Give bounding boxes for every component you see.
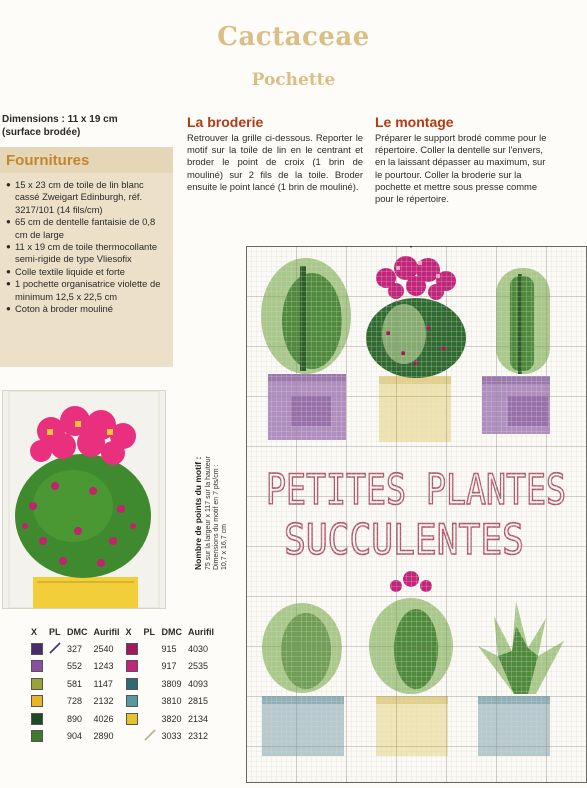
legend-header: X [31,627,38,637]
legend-symbol [28,640,46,658]
legend-pl [46,728,64,746]
table-row [28,658,217,676]
legend-pl [46,710,64,728]
legend-header: PL [49,627,61,637]
legend-dmc: 917 [161,661,177,672]
table-row [28,675,217,693]
legend-symbol [123,710,141,728]
backstitch-line-icon [49,642,61,654]
legend-aurifil: 1147 [93,678,113,689]
legend-symbol [28,710,46,728]
page-title: Cactaceae [217,22,370,52]
broderie-section [187,114,363,193]
legend-header: Aurifil [93,627,120,637]
legend-aurifil: 4030 [188,643,209,654]
legend-header: PL [143,627,156,637]
color-symbol-icon [31,730,43,742]
legend-dmc: 3820 [161,713,182,724]
legend-pl [141,693,159,711]
fournitures-heading: Fournitures [0,147,173,173]
color-symbol-icon [31,660,43,672]
legend-symbol [123,658,141,676]
dimensions-line: Dimensions : 11 x 19 cm [2,114,118,125]
list-item: ● 1 pochette organisatrice violette de minimum 12,5 x 22,5 cm [6,278,168,303]
legend-aurifil: 2134 [188,713,209,724]
dimensions-block [2,113,172,139]
montage-heading: Le montage [375,114,454,130]
legend-header: DMC [67,627,88,637]
motif-info-line: Dimensions du motif en 7 pts/cm : [213,464,220,570]
legend-pl [141,640,159,658]
color-symbol-icon [126,643,138,655]
legend-symbol [28,693,46,711]
legend-aurifil: 2132 [93,696,114,707]
legend-aurifil: 4026 [93,713,114,724]
legend-header: X [125,627,132,637]
legend-symbol [123,693,141,711]
broderie-heading: La broderie [187,114,264,130]
legend-pl [46,675,64,693]
legend-pl [46,640,64,658]
table-row [28,710,217,728]
legend-aurifil: 1243 [93,661,114,672]
legend-dmc: 3033 [161,731,182,742]
color-legend [28,627,243,745]
montage-section [375,114,553,205]
color-symbol-icon [126,695,138,707]
color-symbol-icon [126,678,138,690]
legend-symbol [123,640,141,658]
legend-pl [141,710,159,728]
legend-aurifil: 2540 [93,643,114,654]
montage-text: Préparer le support brodé comme pour le répertoire. Coller la dentelle sur l'envers, en la laissant dépasser au maximum, sur le pourtour. Coller la broderie sur la pochette et mettre sous presse comme pour le répertoire. [375,132,547,205]
motif-info-line: 75 sur la largeur x 117 sur la hauteur [205,456,212,570]
color-symbol-icon [126,713,138,725]
cross-stitch-grid [246,246,587,783]
legend-dmc: 3810 [161,696,182,707]
legend-pl [141,658,159,676]
list-item: ● 15 x 23 cm de toile de lin blanc cassé Zweigart Edinburgh, réf. 3217/101 (14 fils/cm) [6,179,168,216]
legend-dmc: 890 [67,713,83,724]
list-item: ● Colle textile liquide et forte [6,266,168,278]
legend-symbol [123,728,141,746]
legend-dmc: 904 [67,731,83,742]
list-item: ● 11 x 19 cm de toile thermocollante semi-rigide de type Vliesofix [6,241,168,266]
color-symbol-icon [126,660,138,672]
table-row [28,693,217,711]
legend-dmc: 327 [67,643,83,654]
page-subtitle: Pochette [251,70,336,90]
broderie-text: Retrouver la grille ci-dessous. Reporter le motif sur la toile de lin en le centrant et broder le point de croix (1 brin de mouliné) sur 2 fils de la toile. Broder ensuite le point lancé (1 brin de mouliné). [187,132,363,192]
color-symbol-icon [31,643,43,655]
motif-info-line: 10,7 x 16,7 cm [221,524,228,570]
legend-pl [141,675,159,693]
legend-dmc: 581 [67,678,83,689]
legend-symbol [28,658,46,676]
list-item: ● 65 cm de dentelle fantaisie de 0,8 cm de large [6,216,168,241]
legend-pl [46,693,64,711]
fournitures-list [0,173,173,315]
color-symbol-icon [31,713,43,725]
list-item: ● Coton à broder mouliné [6,303,168,315]
legend-dmc: 3809 [161,678,182,689]
legend-symbol [123,675,141,693]
legend-aurifil: 2815 [188,696,209,707]
legend-symbol [28,675,46,693]
legend-dmc: 728 [67,696,83,707]
motif-info [190,405,230,575]
legend-aurifil: 2890 [93,731,114,742]
legend-table [28,627,217,745]
backstitch-line-icon [144,729,156,741]
legend-aurifil: 2312 [188,731,209,742]
legend-pl [141,728,159,746]
legend-dmc: 915 [161,643,177,654]
color-symbol-icon [31,695,43,707]
fournitures-box [0,147,173,367]
legend-aurifil: 4093 [188,678,209,689]
legend-pl [46,658,64,676]
motif-info-title: Nombre de points du motif : [193,456,203,570]
legend-header: Aurifil [188,627,214,637]
dimensions-note: (surface brodée) [2,127,81,138]
legend-symbol [28,728,46,746]
legend-aurifil: 2535 [188,661,209,672]
color-symbol-icon [31,678,43,690]
embroidery-photo [2,390,166,609]
table-row [28,728,217,746]
cactus-photo-illustration [3,391,165,608]
table-row [28,640,217,658]
legend-header: DMC [161,627,182,637]
legend-dmc: 552 [67,661,83,672]
legend-body [28,640,217,745]
